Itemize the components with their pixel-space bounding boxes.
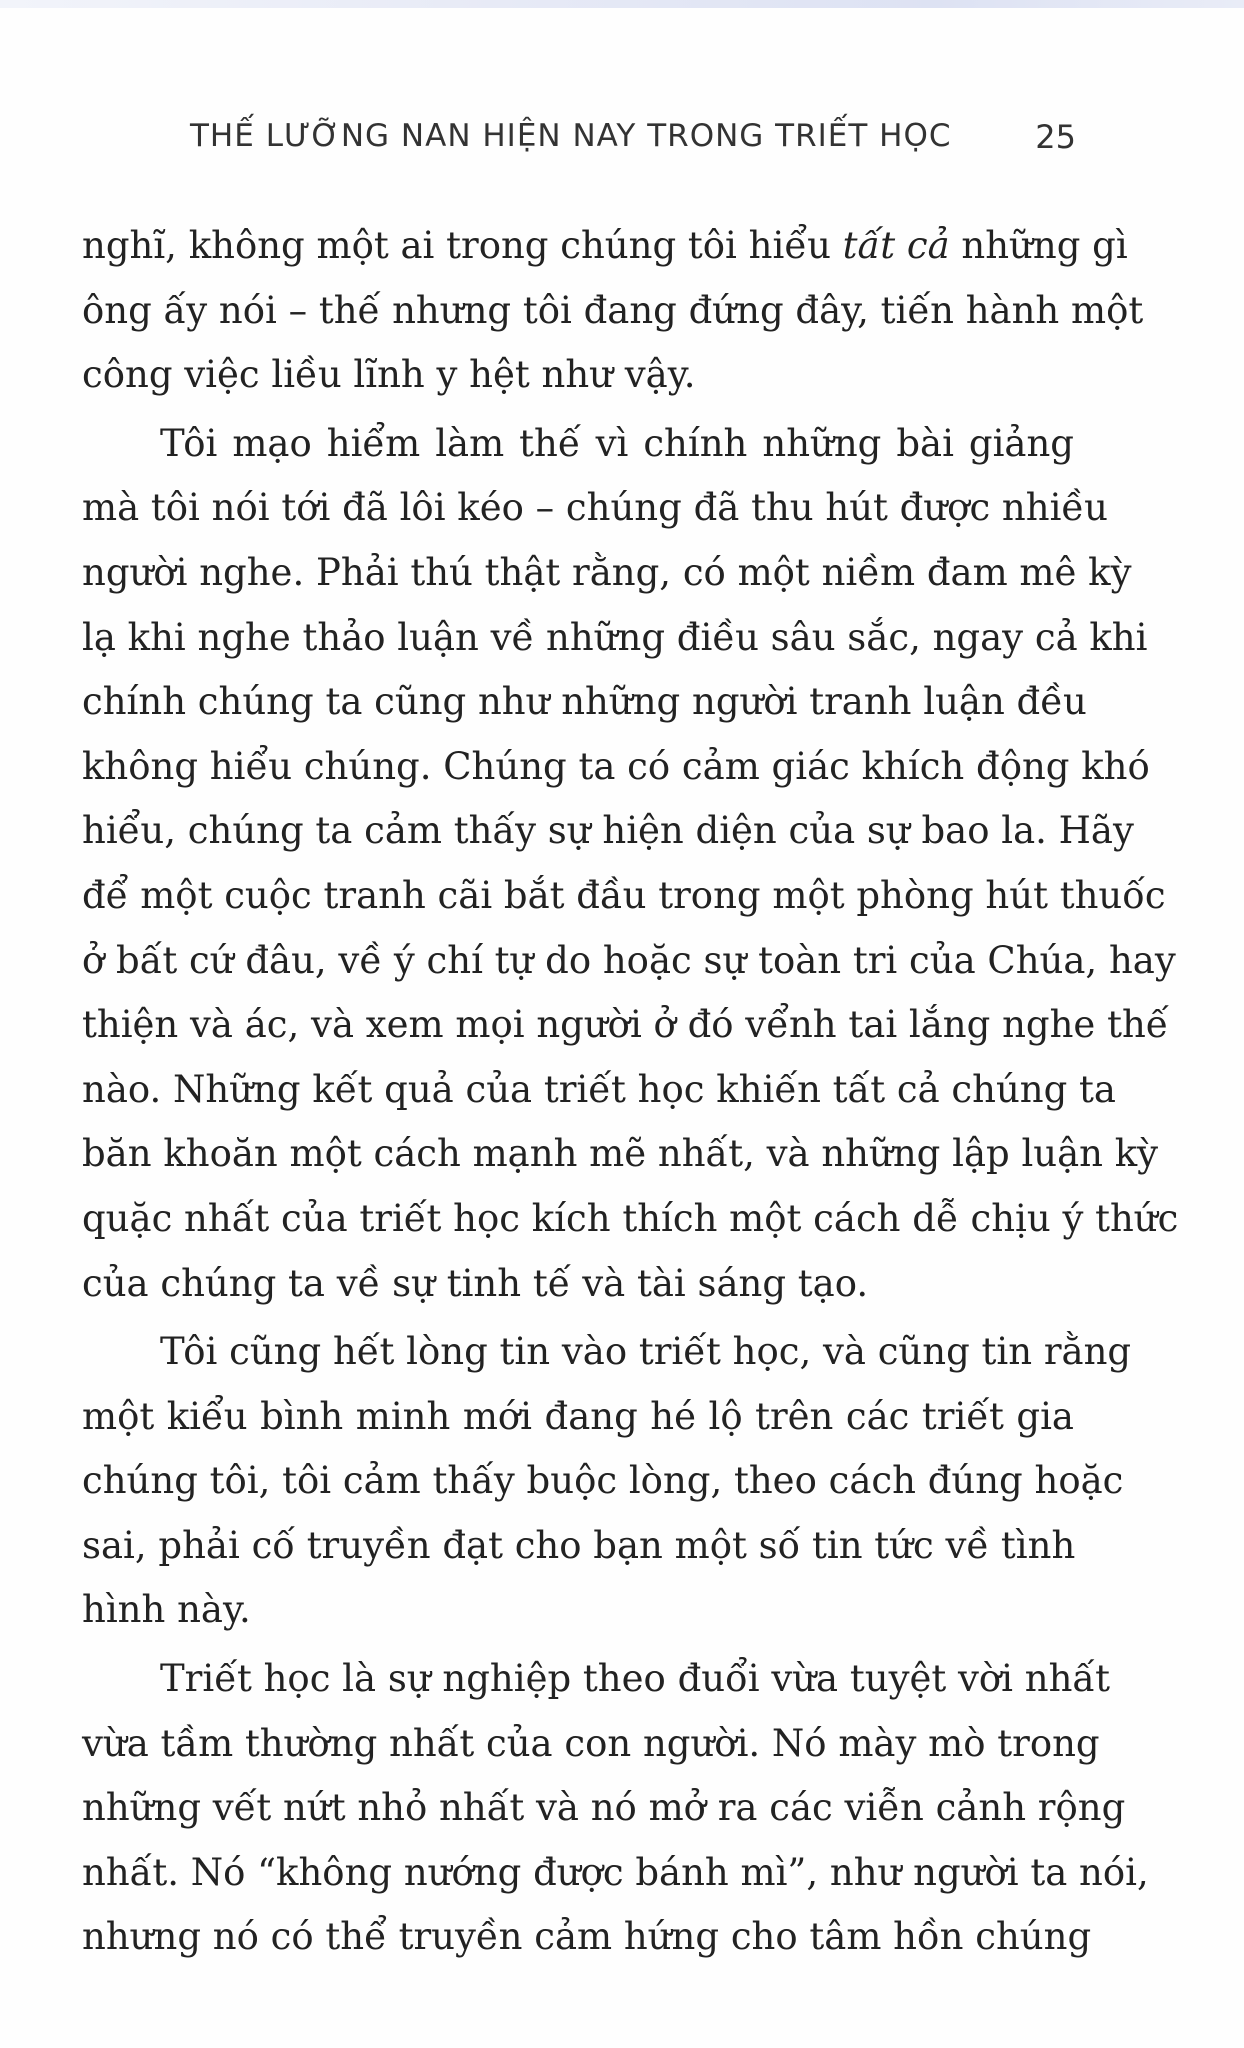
text-line: băn khoăn một cách mạnh mẽ nhất, và những lập luận kỳ bbox=[82, 1132, 1159, 1176]
text-line: người nghe. Phải thú thật rằng, có một niềm đam mê kỳ bbox=[82, 550, 1132, 594]
text-line: nào. Những kết quả của triết học khiến tất cả chúng ta bbox=[82, 1067, 1116, 1111]
text-line: Tôi cũng hết lòng tin vào triết học, và cũng tin rằng bbox=[160, 1330, 1132, 1374]
paragraph-2 bbox=[82, 412, 1179, 1316]
text-line: Tôi mạo hiểm làm thế vì chính những bài giảng bbox=[160, 421, 1074, 465]
paragraph-4 bbox=[82, 1647, 1149, 1970]
text-line: quặc nhất của triết học kích thích một cách dễ chịu ý thức bbox=[82, 1196, 1179, 1240]
paragraph-1 bbox=[82, 214, 1144, 408]
text-line: mà tôi nói tới đã lôi kéo – chúng đã thu hút được nhiều bbox=[82, 486, 1109, 530]
text-line: một kiểu bình minh mới đang hé lộ trên các triết gia bbox=[82, 1394, 1074, 1438]
body-text bbox=[82, 214, 1179, 1970]
text-line: của chúng ta về sự tinh tế và tài sáng tạo. bbox=[82, 1261, 869, 1305]
text-line: nhất. Nó “không nướng được bánh mì”, như người ta nói, bbox=[82, 1850, 1149, 1894]
text-line: không hiểu chúng. Chúng ta có cảm giác khích động khó bbox=[82, 744, 1150, 788]
page-number: 25 bbox=[1035, 118, 1076, 156]
text-line: hình này. bbox=[82, 1588, 251, 1632]
text-line: để một cuộc tranh cãi bắt đầu trong một phòng hút thuốc bbox=[82, 873, 1166, 917]
text-line: những vết nứt nhỏ nhất và nó mở ra các viễn cảnh rộng bbox=[82, 1786, 1126, 1830]
text-line: lạ khi nghe thảo luận về những điều sâu sắc, ngay cả khi bbox=[82, 615, 1148, 659]
text-line: vừa tầm thường nhất của con người. Nó mày mò trong bbox=[82, 1721, 1100, 1765]
page-top-edge bbox=[0, 0, 1244, 8]
text-line: chúng tôi, tôi cảm thấy buộc lòng, theo cách đúng hoặc bbox=[82, 1459, 1124, 1503]
paragraph-3 bbox=[82, 1320, 1132, 1643]
text-line: hiểu, chúng ta cảm thấy sự hiện diện của sự bao la. Hãy bbox=[82, 809, 1134, 853]
text-line: công việc liều lĩnh y hệt như vậy. bbox=[82, 353, 696, 397]
text-line: nghĩ, không một ai trong chúng tôi hiểu tất cả những gì bbox=[82, 224, 1128, 267]
running-header bbox=[190, 112, 1080, 172]
running-title: THẾ LƯỠNG NAN HIỆN NAY TRONG TRIẾT HỌC bbox=[190, 118, 952, 154]
text-line: Triết học là sự nghiệp theo đuổi vừa tuyệt vời nhất bbox=[160, 1657, 1110, 1701]
emphasis: tất cả bbox=[842, 224, 950, 267]
text-line: nhưng nó có thể truyền cảm hứng cho tâm hồn chúng bbox=[82, 1915, 1092, 1959]
text-line: thiện và ác, và xem mọi người ở đó vểnh tai lắng nghe thế bbox=[82, 1003, 1169, 1047]
text-line: sai, phải cố truyền đạt cho bạn một số tin tức về tình bbox=[82, 1523, 1076, 1567]
text-line: ở bất cứ đâu, về ý chí tự do hoặc sự toàn tri của Chúa, hay bbox=[82, 938, 1176, 982]
text-line: ông ấy nói – thế nhưng tôi đang đứng đây, tiến hành một bbox=[82, 288, 1144, 332]
text-line: chính chúng ta cũng như những người tranh luận đều bbox=[82, 680, 1087, 724]
